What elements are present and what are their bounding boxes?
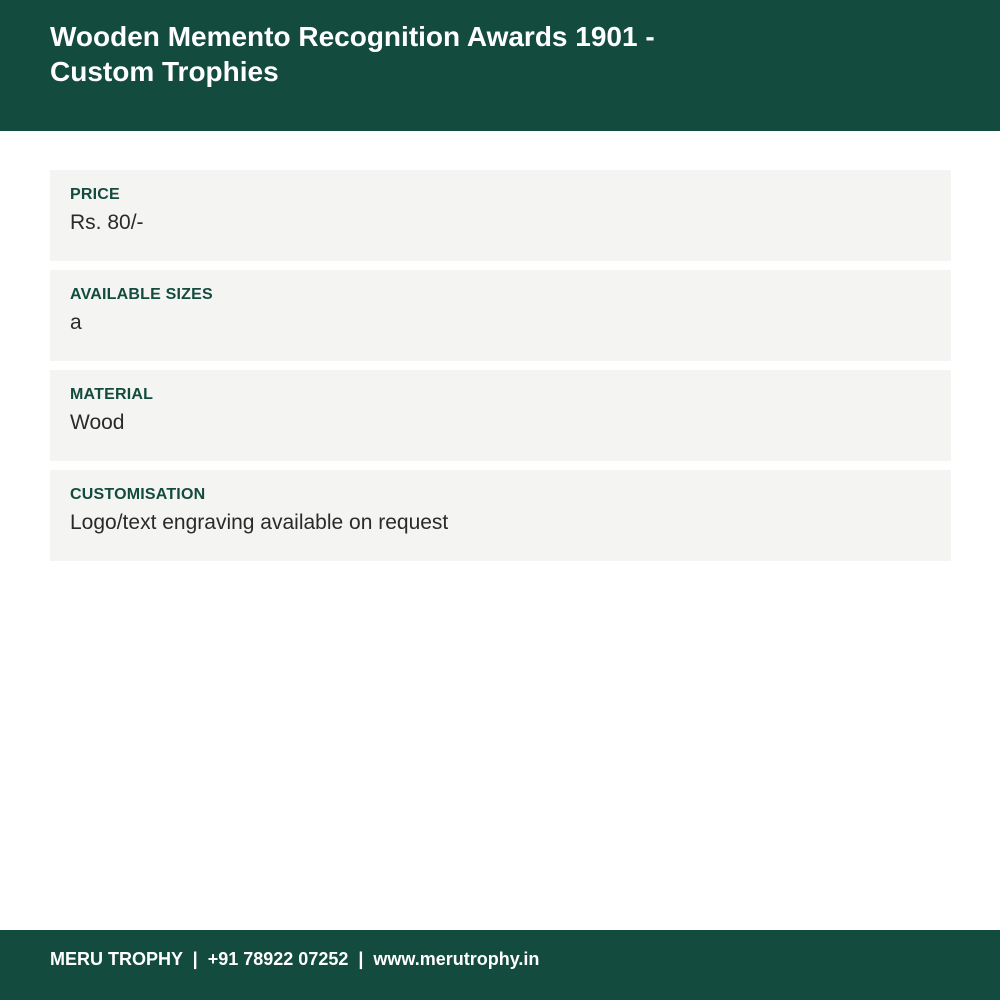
material-label: MATERIAL — [70, 386, 154, 403]
sizes-value: a — [70, 311, 82, 334]
spec-card-price — [50, 170, 951, 261]
header-bar — [0, 0, 1000, 131]
customisation-label: CUSTOMISATION — [70, 486, 206, 503]
page-title: Wooden Memento Recognition Awards 1901 - Custom Trophies — [50, 21, 655, 87]
footer-contact-text: MERU TROPHY | +91 78922 07252 | www.merutrophy.in — [50, 949, 540, 969]
customisation-value: Logo/text engraving available on request — [70, 511, 449, 534]
spec-list — [50, 170, 951, 570]
spec-card-material — [50, 370, 951, 461]
price-value: Rs. 80/- — [70, 211, 144, 234]
material-value: Wood — [70, 411, 125, 434]
price-label: PRICE — [70, 186, 120, 203]
spec-card-sizes — [50, 270, 951, 361]
sizes-label: AVAILABLE SIZES — [70, 286, 213, 303]
spec-card-customisation — [50, 470, 951, 561]
